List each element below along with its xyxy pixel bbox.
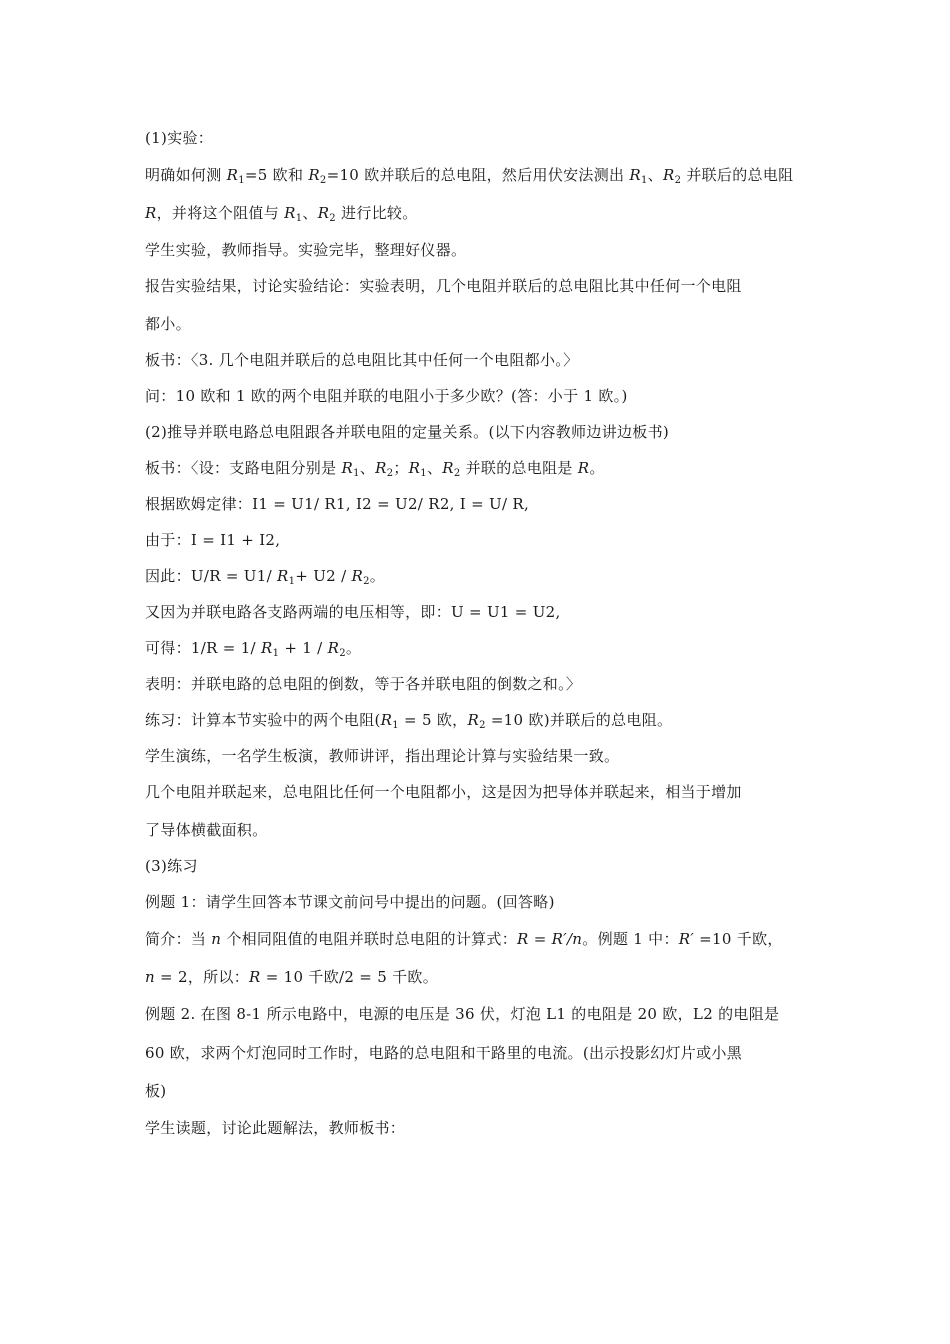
text-segment: 个相同阻值的电阻并联时总电阻的计算式： — [221, 930, 518, 948]
text-segment: 学生实验，教师指导。实验完毕，整理好仪器。 — [145, 241, 467, 259]
text-line — [145, 1043, 815, 1063]
text-segment: =5 欧和 — [244, 166, 309, 184]
text-segment: 学生演练，一名学生板演，教师讲评，指出理论计算与实验结果一致。 — [145, 747, 620, 765]
text-segment: ； — [393, 459, 409, 477]
text-line — [145, 494, 815, 514]
text-segment: 问：10 欧和 1 欧的两个电阻并联的电阻小于多少欧？(答：小于 1 欧。) — [145, 387, 628, 405]
text-segment: (3)练习 — [145, 857, 198, 875]
text-line — [145, 240, 815, 260]
text-segment: R — [226, 166, 239, 184]
text-segment: 。 — [345, 639, 362, 657]
text-segment: 因此：U/R = U1/ — [145, 567, 278, 585]
subscript: 2 — [453, 468, 461, 479]
text-segment: 例题 1：请学生回答本节课文前问号中提出的问题。(回答略) — [145, 893, 555, 911]
text-segment: R — [284, 204, 296, 222]
text-line — [145, 314, 815, 334]
text-segment: R — [277, 567, 289, 585]
text-segment: =10 欧并联后的总电阻，然后用伏安法测出 — [326, 166, 630, 184]
text-segment: 又因为并联电路各支路两端的电压相等，即：U = U1 = U2, — [145, 603, 561, 621]
text-segment: 、 — [647, 166, 663, 184]
text-segment: n — [211, 930, 222, 948]
text-segment: R — [629, 166, 641, 184]
text-segment: R — [145, 204, 157, 222]
text-segment: R — [327, 639, 340, 657]
text-line — [145, 929, 815, 949]
text-segment: 表明：并联电路的总电阻的倒数，等于各并联电阻的倒数之和。〉 — [145, 675, 582, 693]
text-line — [145, 458, 815, 478]
text-segment: R — [260, 639, 273, 657]
text-segment: R — [408, 459, 421, 477]
text-segment: 根据欧姆定律：I1 = U1/ R1, I2 = U2/ R2, I = U/ R, — [145, 495, 530, 513]
subscript: 1 — [353, 468, 360, 479]
text-segment: 都小。 — [145, 315, 191, 333]
text-segment: 。 — [589, 459, 605, 477]
subscript: 2 — [674, 175, 682, 186]
text-segment: =10 千欧， — [694, 930, 783, 948]
subscript: 2 — [319, 175, 327, 186]
text-segment: 并联后的总电阻 — [681, 166, 794, 184]
text-line — [145, 530, 815, 550]
text-segment: 、 — [302, 204, 318, 222]
text-line — [145, 602, 815, 622]
text-segment: R — [467, 711, 480, 729]
text-segment: 简介：当 — [145, 930, 212, 948]
text-segment: R — [317, 204, 330, 222]
text-line — [145, 1004, 815, 1024]
text-line — [145, 674, 815, 694]
text-segment: 、 — [426, 459, 443, 477]
text-segment: 、 — [359, 459, 376, 477]
text-line — [145, 1118, 815, 1138]
text-segment: 并联的总电阻是 — [460, 459, 578, 477]
subscript: 1 — [392, 720, 399, 731]
text-segment: R — [351, 567, 364, 585]
text-segment: 。例题 1 中： — [582, 930, 679, 948]
text-segment: 60 欧，求两个灯泡同时工作时，电路的总电阻和干路里的电流。(出示投影幻灯片或小黑 — [145, 1044, 743, 1062]
text-segment: R — [375, 459, 387, 477]
text-line — [145, 638, 815, 658]
text-segment: R — [249, 968, 261, 986]
subscript: 1 — [272, 648, 280, 659]
text-segment: 由于：I = I1 + I2, — [145, 531, 281, 549]
subscript: 1 — [295, 213, 303, 224]
text-segment: R — [577, 459, 590, 477]
subscript: 1 — [641, 175, 648, 186]
subscript: 2 — [386, 468, 394, 479]
text-line — [145, 203, 815, 223]
text-line — [145, 782, 815, 802]
text-segment: (1)实验： — [145, 129, 214, 147]
text-segment: R — [308, 166, 320, 184]
text-segment: 了导体横截面积。 — [145, 821, 268, 839]
text-line — [145, 165, 815, 185]
text-line — [145, 566, 815, 586]
text-segment: =10 欧)并联后的总电阻。 — [485, 711, 673, 729]
text-segment: R — [442, 459, 454, 477]
subscript: 2 — [329, 213, 336, 224]
text-segment: 板) — [145, 1082, 167, 1100]
text-segment: 明确如何测 — [145, 166, 227, 184]
text-line — [145, 856, 815, 876]
text-segment: + U2 / — [295, 567, 352, 585]
text-line — [145, 350, 815, 370]
subscript: 2 — [339, 648, 346, 659]
text-segment: 可得：1/R = 1/ — [145, 639, 261, 657]
text-line — [145, 892, 815, 912]
text-segment: ，并将这个阻值与 — [156, 204, 285, 222]
text-line — [145, 386, 815, 406]
text-segment: = 5 欧， — [398, 711, 468, 729]
text-segment: n — [145, 968, 155, 986]
subscript: 2 — [479, 720, 486, 731]
subscript: 2 — [363, 576, 370, 587]
text-line — [145, 710, 815, 730]
subscript: 1 — [420, 468, 427, 479]
text-segment: (2)推导并联电路总电阻跟各并联电阻的定量关系。(以下内容教师边讲边板书) — [145, 423, 670, 441]
text-segment: + 1 / — [279, 639, 328, 657]
text-segment: R — [341, 459, 354, 477]
text-line — [145, 276, 815, 296]
subscript: 1 — [288, 576, 296, 587]
text-segment: 练习：计算本节实验中的两个电阻( — [145, 711, 381, 729]
text-segment: R′ — [678, 930, 695, 948]
text-segment: R — [662, 166, 675, 184]
text-segment: 。 — [369, 567, 386, 585]
text-segment: 学生读题，讨论此题解法，教师板书： — [145, 1119, 406, 1137]
text-line — [145, 422, 815, 442]
text-line — [145, 967, 815, 987]
text-line — [145, 820, 815, 840]
text-segment: 报告实验结果，讨论实验结论：实验表明，几个电阻并联后的总电阻比其中任何一个电阻 — [145, 277, 742, 295]
text-segment: 例题 2. 在图 8-1 所示电路中，电源的电压是 36 伏，灯泡 L1 的电阻是 20 欧，L2 的电阻是 — [145, 1005, 780, 1023]
text-segment: R′/n — [551, 930, 583, 948]
text-segment: 几个电阻并联起来，总电阻比任何一个电阻都小，这是因为把导体并联起来，相当于增加 — [145, 783, 742, 801]
text-line — [145, 746, 815, 766]
text-segment: 进行比较。 — [335, 204, 418, 222]
subscript: 1 — [238, 175, 245, 186]
text-segment: R — [380, 711, 393, 729]
text-segment: = 10 千欧/2 = 5 千欧。 — [260, 968, 439, 986]
text-segment: R — [517, 930, 529, 948]
text-segment: 板书：〈设：支路电阻分别是 — [145, 459, 342, 477]
text-segment: = 2，所以： — [154, 968, 250, 986]
text-segment: 板书：〈3. 几个电阻并联后的总电阻比其中任何一个电阻都小。〉 — [145, 351, 579, 369]
text-line — [145, 128, 815, 148]
text-line — [145, 1081, 815, 1101]
text-segment: = — [528, 930, 552, 948]
